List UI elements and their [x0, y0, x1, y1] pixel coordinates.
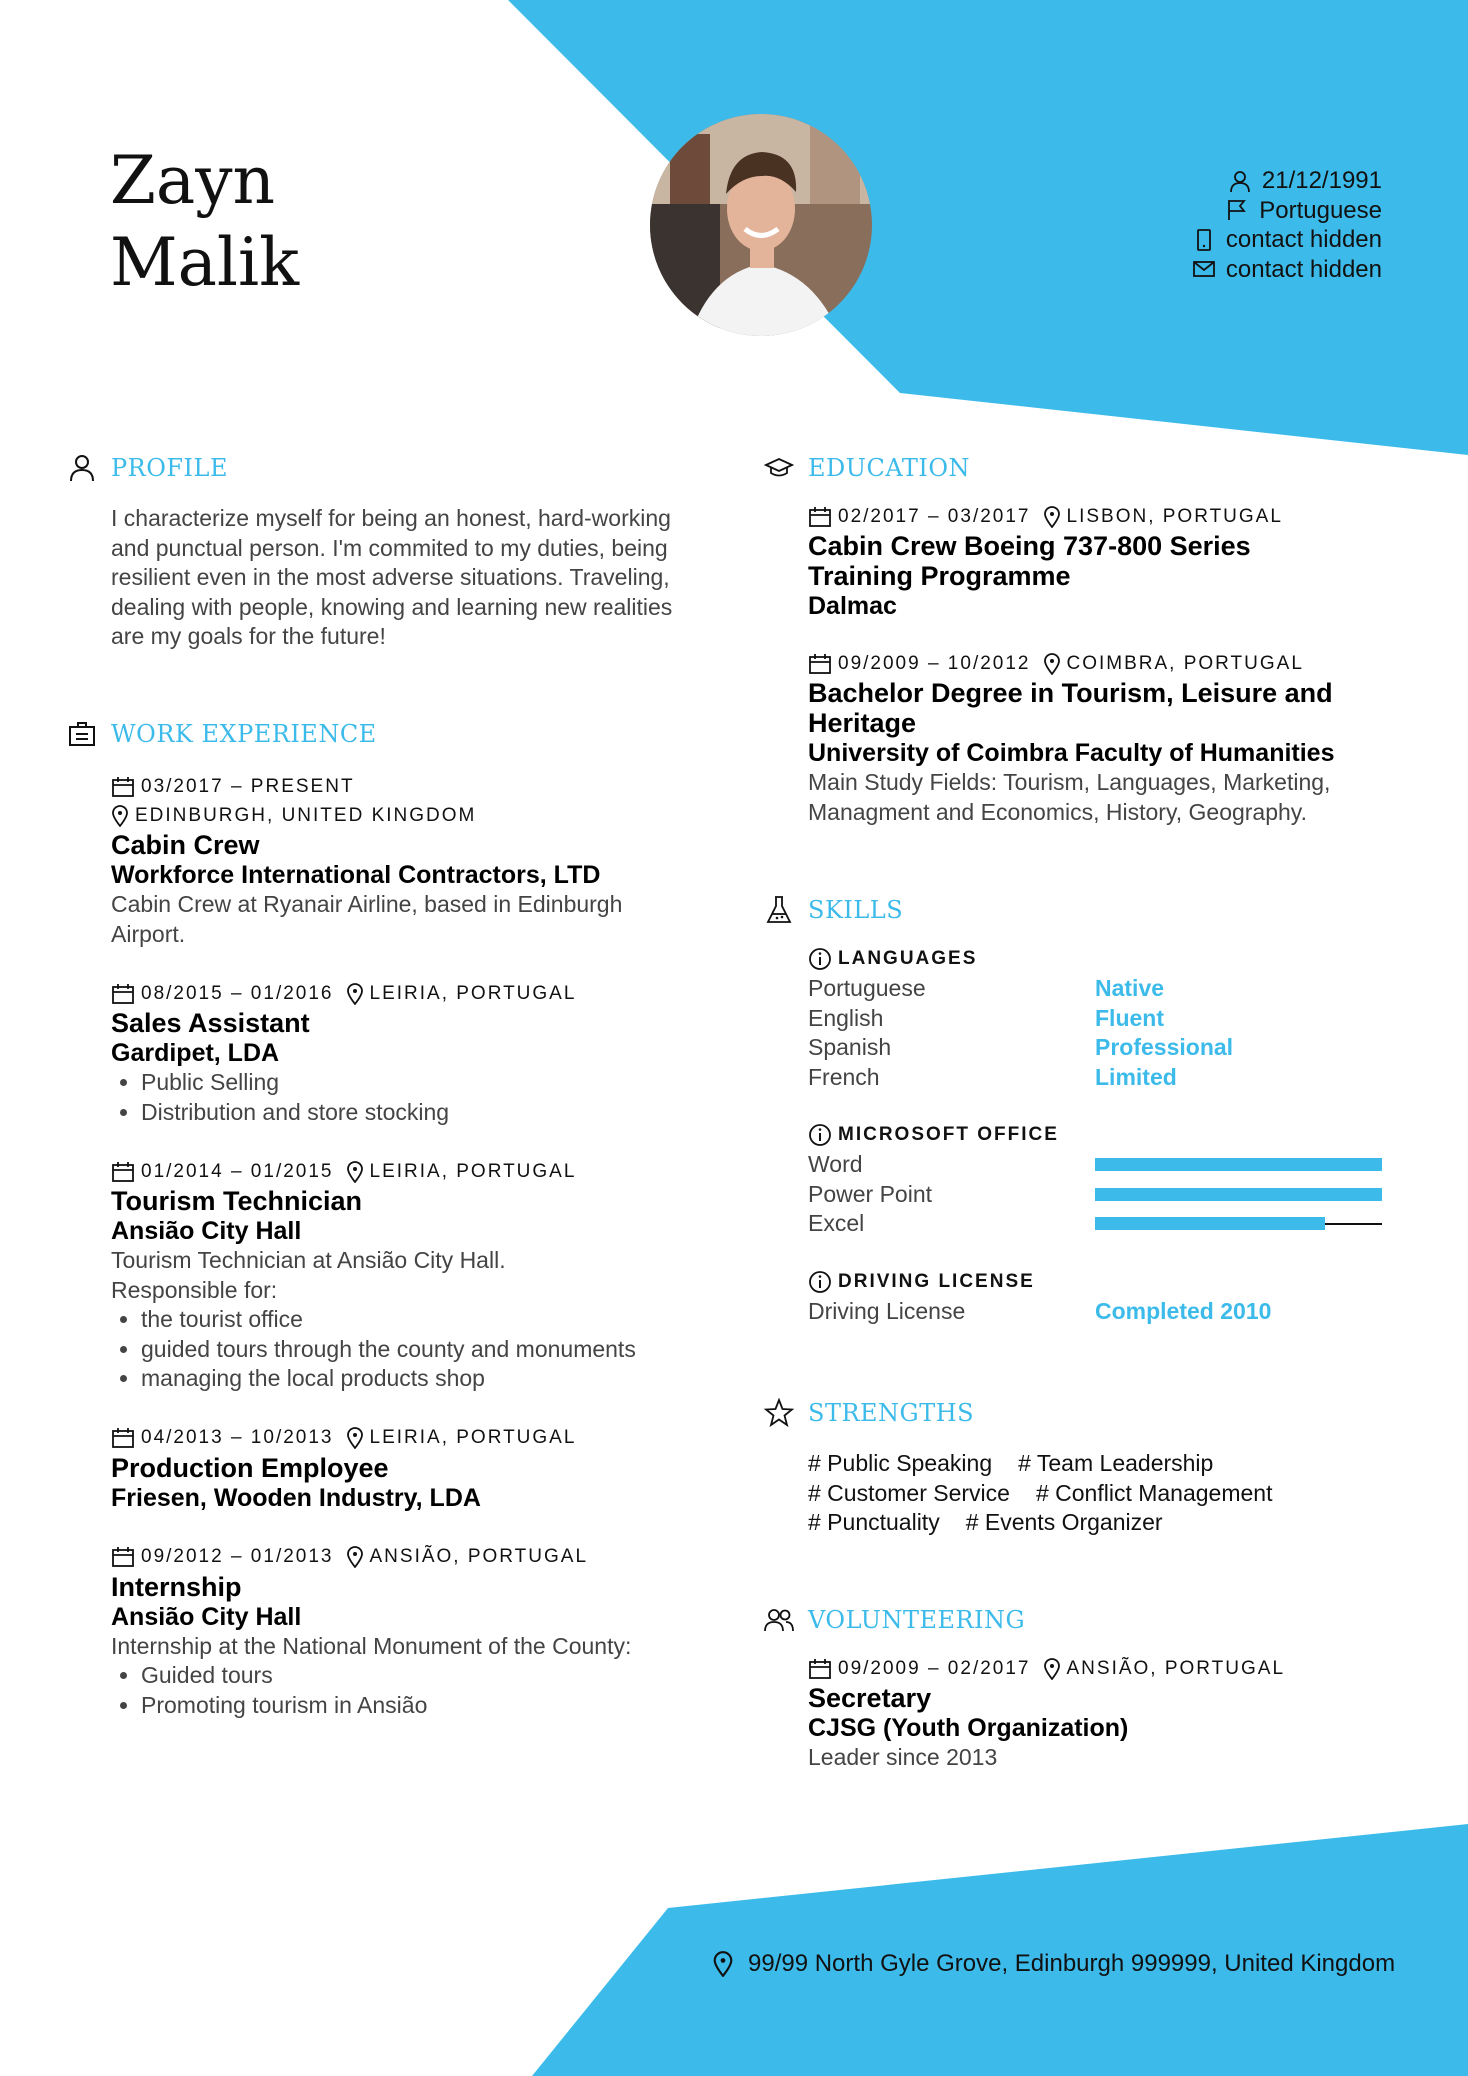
- address-text: 99/99 North Gyle Grove, Edinburgh 999999, United Kingdom: [748, 1950, 1396, 1977]
- language-name: French: [808, 1063, 880, 1090]
- strength-tag: # Team Leadership: [1018, 1450, 1214, 1476]
- job-description: Internship at the National Monument of the County:: [111, 1632, 632, 1659]
- language-level: Fluent: [1095, 1004, 1164, 1031]
- info-icon: [808, 947, 832, 971]
- job-title: Tourism Technician: [111, 1186, 363, 1216]
- skill-bar: [1095, 1158, 1382, 1171]
- education-description: Main Study Fields: Tourism, Languages, Marketing, Managment and Economics, History, Geography.: [808, 769, 1331, 825]
- entry-date: 02/2017 – 03/2017: [838, 505, 1031, 527]
- office-app: Power Point: [808, 1180, 933, 1207]
- job-description: Responsible for:: [111, 1276, 278, 1303]
- section-title: VOLUNTEERING: [808, 1606, 1026, 1634]
- bullet-item: • Promoting tourism in Ansião: [141, 1691, 711, 1721]
- people-icon: [764, 1607, 794, 1633]
- strength-tags: [808, 1449, 1388, 1538]
- bullet-item: • Public Selling: [141, 1068, 711, 1098]
- entry-location: COIMBRA, PORTUGAL: [1066, 652, 1304, 674]
- skill-bar: [1095, 1188, 1382, 1201]
- job-title: Cabin Crew: [111, 830, 260, 860]
- star-icon: [764, 1398, 794, 1428]
- entry-date: 03/2017 – PRESENT: [141, 775, 355, 797]
- languages-heading: [808, 944, 1388, 974]
- strengths-section: [808, 1393, 1388, 1538]
- calendar-icon: [808, 653, 832, 675]
- mail-icon: [1192, 257, 1216, 281]
- company: Ansião City Hall: [111, 1602, 302, 1631]
- info-icon: [808, 1270, 832, 1294]
- section-title: EDUCATION: [808, 454, 971, 482]
- work-entry: [111, 1543, 711, 1721]
- contact-info: [1192, 166, 1382, 284]
- degree-title: Cabin Crew Boeing 737-800 Series: [808, 531, 1251, 561]
- location-pin-icon: [1043, 1658, 1061, 1680]
- bullet-list: [111, 1305, 711, 1394]
- calendar-icon: [808, 506, 832, 528]
- office-heading: [808, 1120, 1388, 1150]
- calendar-icon: [111, 1546, 135, 1568]
- subheading-label: DRIVING LICENSE: [838, 1270, 1035, 1292]
- profile-photo: [650, 114, 872, 336]
- calendar-icon: [111, 983, 135, 1005]
- language-level: Professional: [1095, 1034, 1234, 1061]
- info-icon: [808, 1123, 832, 1147]
- work-section: [111, 714, 711, 1750]
- calendar-icon: [111, 1427, 135, 1449]
- bullet-item: • Distribution and store stocking: [141, 1098, 711, 1128]
- footer-address: [712, 1950, 1395, 1978]
- degree-title: Bachelor Degree in Tourism, Leisure and: [808, 678, 1333, 708]
- volunteer-org: CJSG (Youth Organization): [808, 1714, 1129, 1742]
- language-name: Spanish: [808, 1034, 892, 1061]
- profile-section: [111, 448, 691, 652]
- license-row: [808, 1297, 1388, 1327]
- entry-date: 09/2009 – 10/2012: [838, 652, 1031, 674]
- volunteer-role: Secretary: [808, 1683, 932, 1713]
- education-entry: [808, 502, 1388, 621]
- company: Ansião City Hall: [111, 1217, 302, 1245]
- birth-date: 21/12/1991: [1261, 167, 1382, 194]
- skill-bar: [1095, 1217, 1382, 1230]
- footer-background: [0, 1810, 1468, 2076]
- phone: contact hidden: [1225, 226, 1382, 253]
- language-row: [808, 1033, 1388, 1063]
- bullet-item: • managing the local products shop: [141, 1364, 711, 1394]
- strength-tag: # Punctuality: [808, 1509, 940, 1535]
- location-pin-icon: [1043, 506, 1061, 528]
- strength-tag: # Customer Service: [808, 1479, 1010, 1506]
- job-title: Internship: [111, 1571, 242, 1602]
- calendar-icon: [111, 1161, 135, 1183]
- person-icon: [69, 454, 95, 482]
- entry-location: LEIRIA, PORTUGAL: [369, 1160, 577, 1182]
- entry-date: 01/2014 – 01/2015: [141, 1160, 334, 1182]
- location-pin-icon: [346, 983, 364, 1005]
- nationality: Portuguese: [1259, 196, 1382, 224]
- entry-date: 08/2015 – 01/2016: [141, 982, 334, 1004]
- job-description: Tourism Technician at Ansião City Hall.: [111, 1247, 506, 1273]
- bullet-list: [111, 1661, 711, 1720]
- entry-location: LISBON, PORTUGAL: [1066, 505, 1283, 527]
- education-entry: [808, 649, 1388, 827]
- language-name: Portuguese: [808, 975, 926, 1002]
- entry-location: ANSIÃO, PORTUGAL: [1066, 1657, 1286, 1679]
- person-icon: [1228, 169, 1252, 193]
- job-description: Cabin Crew at Ryanair Airline, based in Edinburgh Airport.: [111, 891, 623, 947]
- language-level: Limited: [1095, 1063, 1177, 1090]
- phone-icon: [1192, 228, 1216, 252]
- skills-section: [808, 890, 1388, 1326]
- work-entry: [111, 1157, 711, 1394]
- strength-tag: # Events Organizer: [965, 1509, 1163, 1535]
- office-row: [808, 1180, 1388, 1210]
- work-entry: [111, 979, 711, 1127]
- bullet-list: [111, 1068, 711, 1127]
- volunteering-section: [808, 1600, 1388, 1773]
- section-title: STRENGTHS: [808, 1399, 975, 1427]
- bullet-item: • Guided tours: [141, 1661, 711, 1691]
- entry-location: LEIRIA, PORTUGAL: [369, 1427, 577, 1448]
- calendar-icon: [808, 1658, 832, 1680]
- strength-tag: # Public Speaking: [808, 1450, 993, 1476]
- section-title: SKILLS: [808, 896, 904, 924]
- location-pin-icon: [111, 805, 129, 827]
- skill-bar-fill: [1095, 1158, 1382, 1171]
- language-level: Native: [1095, 975, 1165, 1002]
- company: Gardipet, LDA: [111, 1039, 280, 1067]
- bullet-item: • guided tours through the county and monuments: [141, 1335, 711, 1365]
- location-pin-icon: [346, 1161, 364, 1183]
- contact-row: [1192, 225, 1382, 255]
- location-pin-icon: [346, 1427, 364, 1449]
- language-row: [808, 1004, 1388, 1034]
- graduation-cap-icon: [764, 456, 794, 480]
- company: Workforce International Contractors, LTD: [111, 861, 601, 889]
- briefcase-icon: [68, 720, 96, 748]
- bullet-item: • the tourist office: [141, 1305, 711, 1335]
- last-name: Malik: [110, 224, 300, 301]
- entry-date: 09/2012 – 01/2013: [141, 1546, 334, 1567]
- candidate-name: [110, 140, 299, 304]
- entry-date: 09/2009 – 02/2017: [838, 1657, 1031, 1679]
- entry-location: ANSIÃO, PORTUGAL: [369, 1546, 589, 1567]
- entry-date: 04/2013 – 10/2013: [141, 1427, 334, 1448]
- email: contact hidden: [1225, 255, 1382, 283]
- degree-title: Heritage: [808, 708, 917, 738]
- office-row: [808, 1209, 1388, 1239]
- office-row: [808, 1150, 1388, 1180]
- education-section: [808, 448, 1388, 857]
- flask-icon: [765, 895, 793, 925]
- contact-row: [1192, 255, 1382, 285]
- school: Dalmac: [808, 592, 897, 620]
- entry-location: EDINBURGH, UNITED KINGDOM: [135, 804, 477, 826]
- office-app: Word: [808, 1151, 863, 1178]
- contact-row: [1192, 196, 1382, 226]
- subheading-label: LANGUAGES: [838, 948, 978, 969]
- school: University of Coimbra Faculty of Humanities: [808, 739, 1335, 767]
- skill-bar-fill: [1095, 1217, 1325, 1230]
- section-title: PROFILE: [111, 454, 228, 482]
- subheading-label: MICROSOFT OFFICE: [838, 1124, 1059, 1145]
- job-title: Production Employee: [111, 1452, 389, 1483]
- company: Friesen, Wooden Industry, LDA: [111, 1483, 481, 1512]
- entry-location: LEIRIA, PORTUGAL: [369, 982, 577, 1004]
- language-row: [808, 1063, 1388, 1093]
- first-name: Zayn: [110, 142, 275, 219]
- license-value: Completed 2010: [1095, 1297, 1272, 1324]
- calendar-icon: [111, 776, 135, 798]
- degree-title: Training Programme: [808, 561, 1071, 591]
- office-app: Excel: [808, 1210, 865, 1237]
- location-pin-icon: [346, 1546, 364, 1568]
- strength-tag: # Conflict Management: [1035, 1479, 1273, 1506]
- location-pin-icon: [1043, 653, 1061, 675]
- skill-bar-fill: [1095, 1188, 1382, 1201]
- work-entry: [111, 1424, 711, 1513]
- profile-text: I characterize myself for being an honest, hard-working and punctual person. I'm commited to my duties, being resilient even in the most adverse situations. Traveling, dealing with people, knowing and learning new realities are my goals for the future!: [111, 505, 673, 649]
- license-name: Driving License: [808, 1297, 966, 1324]
- job-title: Sales Assistant: [111, 1008, 310, 1038]
- flag-icon: [1225, 198, 1249, 222]
- contact-row: [1192, 166, 1382, 196]
- work-entry: [111, 772, 711, 949]
- language-name: English: [808, 1004, 884, 1031]
- language-row: [808, 974, 1388, 1004]
- section-title: WORK EXPERIENCE: [111, 720, 377, 748]
- license-heading: [808, 1267, 1388, 1297]
- location-pin-icon: [712, 1951, 734, 1977]
- volunteer-description: Leader since 2013: [808, 1744, 998, 1770]
